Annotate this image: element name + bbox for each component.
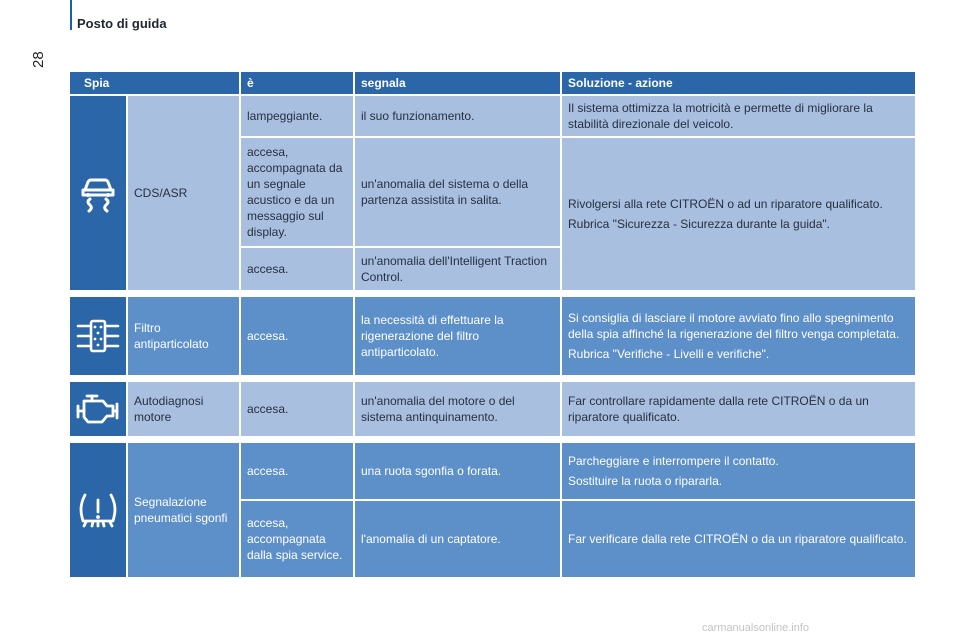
solution-cell [561,500,916,578]
indicator-name: Filtro antiparticolato [127,296,240,376]
particle-filter-icon [75,316,121,356]
section-title: Posto di guida [77,16,167,31]
solution-cell [561,137,916,291]
table-row [69,95,916,137]
solution-reference: Rubrica "Sicurezza - Sicurezza durante la guida". [568,217,830,231]
table-row [69,442,916,500]
solution-cell [561,381,916,437]
signal-cell: il suo funzionamento. [354,95,561,137]
engine-check-icon [75,392,121,426]
signal-cell: una ruota sgonfia o forata. [354,442,561,500]
state-cell: accesa, accompagnata da un segnale acustico e da un messaggio sul display. [240,137,354,247]
table-header-row [69,71,916,95]
indicator-cell [69,442,127,578]
signal-cell: un'anomalia dell'Intelligent Traction Control. [354,247,561,291]
indicator-cell [69,296,127,376]
indicator-cell [69,95,127,291]
column-header-soluzione: Soluzione - azione [561,71,916,95]
indicator-name: Autodiagnosi motore [127,381,240,437]
state-cell: accesa. [240,442,354,500]
signal-cell: la necessità di effettuare la rigenerazione del filtro antiparticolato. [354,296,561,376]
signal-cell: l'anomalia di un captatore. [354,500,561,578]
solution-text: Far controllare rapidamente dalla rete CITROËN o da un riparatore qualificato. [568,394,869,424]
solution-text: Rivolgersi alla rete CITROËN o ad un riparatore qualificato. [568,197,883,211]
section-marker [70,0,72,30]
indicator-name: Segnalazione pneumatici sgonfi [127,442,240,578]
solution-cell [561,296,916,376]
solution-text: Parcheggiare e interrompere il contatto. [568,454,779,468]
solution-reference: Rubrica "Verifiche - Livelli e verifiche". [568,347,770,361]
column-header-e: è [240,71,354,95]
traction-control-icon [77,173,119,213]
solution-text: Il sistema ottimizza la motricità e permette di migliorare la stabilità direzionale del veicolo. [568,101,873,131]
table-row [69,381,916,437]
column-header-spia: Spia [69,71,240,95]
indicator-name: CDS/ASR [127,95,240,291]
state-cell: lampeggiante. [240,95,354,137]
state-cell: accesa. [240,381,354,437]
state-cell: accesa, accompagnata dalla spia service. [240,500,354,578]
page-number: 28 [30,51,47,68]
column-header-segnala: segnala [354,71,561,95]
watermark: carmanualsonline.info [702,622,810,634]
solution-cell [561,95,916,137]
tyre-pressure-icon [76,489,120,531]
state-cell: accesa. [240,296,354,376]
indicator-cell [69,381,127,437]
solution-text: Si consiglia di lasciare il motore avviato fino allo spegnimento della spia affinché la rigenerazione del filtro venga completata. [568,311,900,341]
warning-lights-table [68,70,917,579]
solution-text: Far verificare dalla rete CITROËN o da un riparatore qualificato. [568,532,907,546]
solution-text: Sostituire la ruota o ripararla. [568,474,723,488]
solution-cell [561,442,916,500]
state-cell: accesa. [240,247,354,291]
signal-cell: un'anomalia del motore o del sistema antinquinamento. [354,381,561,437]
table-row [69,296,916,376]
signal-cell: un'anomalia del sistema o della partenza assistita in salita. [354,137,561,247]
